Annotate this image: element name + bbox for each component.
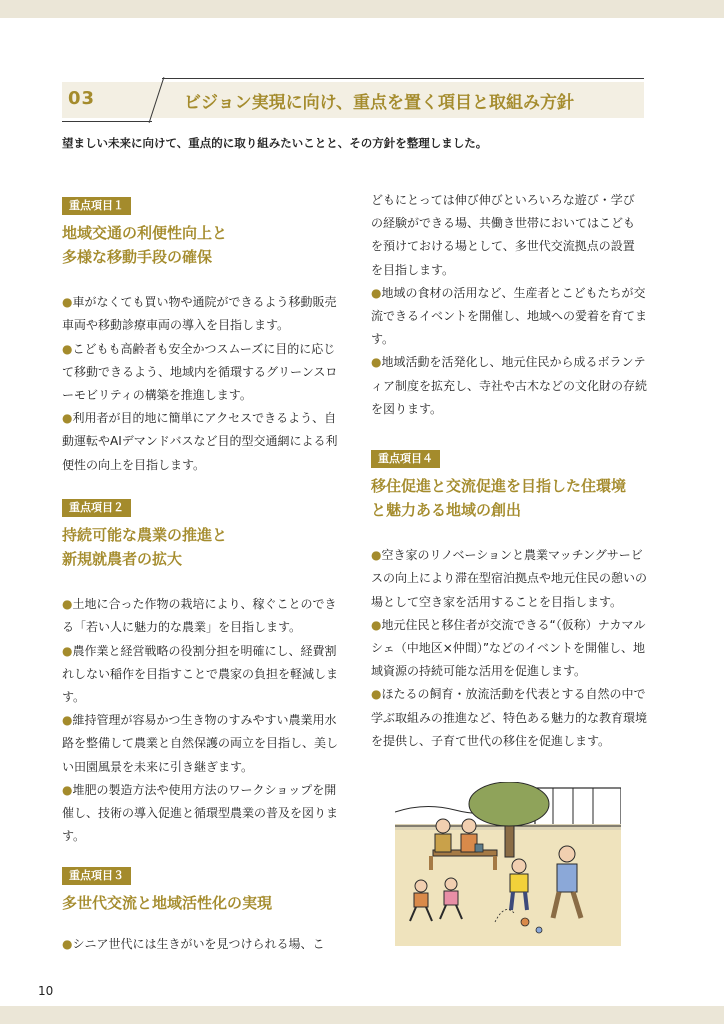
bullet-item: ●こどもも高齢者も安全かつスムーズに目的に応じて移動できるよう、地域内を循環するグリーンスローモビリティの構築を推進します。: [62, 341, 338, 403]
bullet-item: ●地域活動を活発化し、地元住民から成るボランティア制度を拡充し、寺社や古木などの文化財の存続を図ります。: [371, 355, 648, 416]
item-title: [62, 221, 344, 269]
text-line: の経験ができる場、共働き世帯においてはこども: [371, 216, 636, 231]
focus-item-3-continued: [371, 189, 653, 421]
item-bullets: [62, 593, 344, 848]
item-tag: 重点項目２: [62, 499, 131, 517]
text-line: を預けておける場として、多世代交流拠点の設置: [371, 239, 635, 254]
text-line: を目指します。: [371, 262, 455, 277]
bullet-item: ●シニア世代には生きがいを見つけられる場、こ: [62, 937, 325, 952]
item-title: [371, 474, 653, 522]
section-header-rule: [162, 78, 644, 79]
bullet-item: ●車がなくても買い物や通院ができるよう移動販売車両や移動診療車両の導入を目指します。: [62, 295, 337, 333]
section-header-rule-bottom: [62, 121, 152, 122]
section-number: 03: [68, 88, 96, 109]
item-title: [62, 523, 344, 571]
continuation-text: [371, 189, 653, 282]
item-bullets: [371, 544, 653, 753]
item-title-line: 多世代交流と地域活性化の実現: [62, 894, 273, 913]
bullet-item: ●堆肥の製造方法や使用方法のワークショップを開催し、技術の導入促進と循環型農業の普及を図ります。: [62, 782, 339, 844]
item-title-line: 多様な移動手段の確保: [62, 248, 213, 267]
item-title: [62, 891, 344, 915]
page-number: 10: [38, 984, 54, 998]
focus-item-1: [62, 194, 344, 477]
item-tag: 重点項目４: [371, 450, 440, 468]
item-tag: 重点項目３: [62, 867, 131, 885]
bullet-item: ●維持管理が容易かつ生き物のすみやすい農業用水路を整備して農業と自然保護の両立を目指し、美しい田園風景を未来に引き継ぎます。: [62, 713, 339, 774]
focus-item-2: [62, 496, 344, 848]
bullet-item: ●地域の食材の活用など、生産者とこどもたちが交流できるイベントを開催し、地域への愛着を育てます。: [371, 285, 648, 347]
item-bullets: [62, 291, 344, 477]
bullet-item: ●ほたるの飼育・放流活動を代表とする自然の中で学ぶ取組みの推進など、特色ある魅力的な教育環境を提供し、子育て世代の移住を促進します。: [371, 687, 648, 748]
item-title-line: 移住促進と交流促進を目指した住環境: [371, 477, 627, 496]
section-header: [62, 76, 644, 124]
bullet-item: ●空き家のリノベーションと農業マッチングサービスの向上により滞在型宿泊拠点や地元住民の憩いの場として空き家を活用することを目指します。: [371, 548, 648, 609]
bullet-item: ●土地に合った作物の栽培により、稼ぐことのできる「若い人に魅力的な農業」を目指します。: [62, 597, 337, 635]
item-title-line: 新規就農者の拡大: [62, 550, 183, 569]
focus-item-4: [371, 447, 653, 753]
text-line: どもにとっては伸び伸びといろいろな遊び・学び: [371, 193, 635, 207]
item-bullets: [62, 933, 344, 956]
item-title-line: と魅力ある地域の創出: [371, 501, 522, 520]
item-tag: 重点項目１: [62, 197, 131, 215]
bullet-item: ●農作業と経営戦略の役割分担を明確にし、経費割れしない稲作を目指すことで農家の負担を軽減します。: [62, 643, 339, 705]
community-park-illustration: [395, 782, 621, 946]
section-title: ビジョン実現に向け、重点を置く項目と取組み方針: [184, 93, 574, 113]
section-intro: 望ましい未来に向けて、重点的に取り組みたいことと、その方針を整理しました。: [62, 136, 488, 150]
bottom-band: [0, 1006, 724, 1024]
bullet-item: ●地元住民と移住者が交流できる“（仮称）ナカマルシェ（中地区×仲間）”などのイベントを開催し、地域資源の持続可能な活用を促進します。: [371, 617, 646, 679]
focus-item-3: [62, 864, 344, 956]
bullet-item: ●利用者が目的地に簡単にアクセスできるよう、自動運転やAIデマンドバスなど目的型交通網による利便性の向上を目指します。: [62, 411, 338, 472]
item-title-line: 持続可能な農業の推進と: [62, 526, 228, 545]
top-band: [0, 0, 724, 18]
item-title-line: 地域交通の利便性向上と: [62, 224, 228, 243]
